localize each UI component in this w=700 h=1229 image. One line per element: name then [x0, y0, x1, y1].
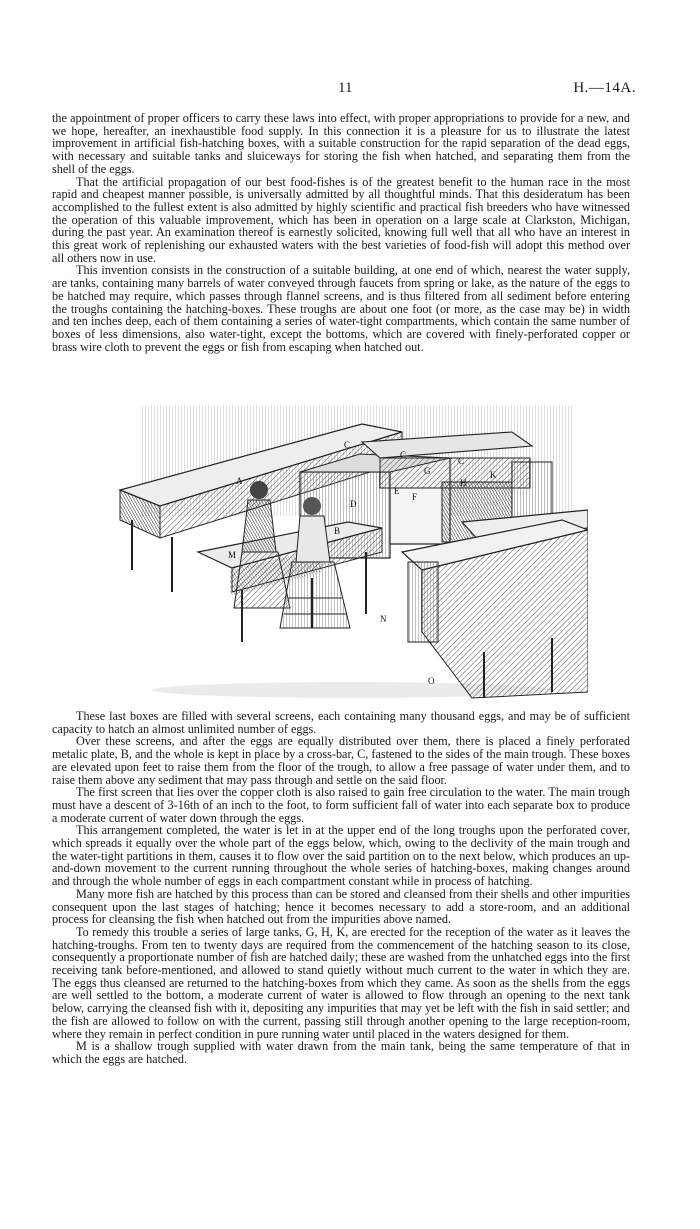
document-reference: H.—14A.: [573, 80, 636, 96]
paragraph: Over these screens, and after the eggs are equally distributed over them, there is placed a finely perforated metalic plate, B, and the whole is kept in place by a cross-bar, C, fastened to the sides of the main trough. These boxes are elevated upon feet to raise them from the floor of the trough, to allow a free passage of water under them, and to raise them above any sediment that may pass through and settle on the said floor.: [52, 734, 630, 787]
figure-label-d: D: [350, 499, 357, 509]
figure-label-c: C: [400, 450, 407, 460]
paragraph: M is a shallow trough supplied with water drawn from the main tank, being the same temperature of that in which the eggs are hatched.: [52, 1039, 630, 1066]
figure-label-n: N: [380, 614, 387, 624]
engraving-illustration: [112, 402, 588, 700]
figure-label-c: C: [344, 440, 351, 450]
body-text-bottom: [52, 710, 630, 1066]
figure-label-o: O: [428, 676, 435, 686]
paragraph: This arrangement completed, the water is let in at the upper end of the long troughs upon the perforated cover, which spreads it equally over the whole part of the eggs below, which, owing to the declivity of the main trough and the water-tight partitions in them, causes it to flow over the said partition on to the next below, which produces an up-and-down movement to the current running throughout the whole series of hatching-boxes, making changes around and through the whole number of eggs in each compartment constant while in process of hatching.: [52, 823, 630, 889]
paragraph: This invention consists in the construction of a suitable building, at one end of which, nearest the water supply, are tanks, containing many barrels of water conveyed through faucets from spring or lake, as the nature of the eggs to be hatched may require, which passes through flannel screens, and is thus filtered from all sediment before entering the troughs containing the hatching-boxes. These troughs are about one foot (or more, as the case may be) in width and ten inches deep, each of them containing a series of water-tight compartments, which contain the same number of boxes of less dimensions, also water-tight, except the bottoms, which are covered with finely-perforated copper or brass wire cloth to prevent the eggs or fish from escaping when hatched out.: [52, 263, 630, 354]
figure-label-h: H: [460, 478, 467, 488]
paragraph: The first screen that lies over the copper cloth is also raised to gain free circulation to the water. The main trough must have a descent of 3-16th of an inch to the foot, to form sufficient fall of water into each separate box to produce a moderate current of water down through the eggs.: [52, 785, 630, 825]
figure-label-a: A: [236, 476, 243, 486]
body-text-top: [52, 112, 630, 353]
figure-label-k: K: [490, 470, 497, 480]
figure-label-b: B: [334, 526, 341, 536]
paragraph: Many more fish are hatched by this process than can be stored and cleansed from their shells and other impurities consequent upon the last stages of hatching; hence it becomes necessary to add a store-room, and an additional process for cleansing the fish when hatched out from the impurities above named.: [52, 886, 630, 927]
hatching-apparatus-engraving: [112, 402, 588, 700]
figure-label-m: M: [228, 550, 237, 560]
figure-label-g: G: [424, 466, 431, 476]
paragraph: That the artificial propagation of our best food-fishes is of the greatest benefit to the human race in the most rapid and cheapest manner possible, is universally admitted by all thoughtful minds. That this desideratum has been accomplished to the fullest extent is also admitted by highly scientific and practical fish breeders who have witnessed the operation of this valuable improvement, which has been in operation on a large scale at Clarkston, Michigan, during the past year. An examination thereof is earnestly solicited, knowing full well that all who have an interest in this great work of replenishing our exhausted waters with the best varieties of food-fish will adopt this method over all others now in use.: [52, 174, 630, 265]
figure-label-c: C: [458, 456, 465, 466]
page-number: 11: [338, 80, 353, 96]
figure-label-f: F: [412, 492, 418, 502]
figure-label-e: E: [394, 486, 400, 496]
page-header: [0, 80, 700, 100]
paragraph: the appointment of proper officers to carry these laws into effect, with proper appropriations to provide for a new, and we hope, hereafter, an inexhaustible food supply. In this connection it is a pleasure for us to illustrate the latest improvement in artificial fish-hatching boxes, with a suitable construction for the rapid separation of the dead eggs, with necessary and suitable tanks and sluiceways for storing the fish when hatched, and separating them from the shell of the eggs.: [52, 111, 630, 176]
paragraph: These last boxes are filled with several screens, each containing many thousand eggs, and may be of sufficient capacity to hatch an almost unlimited number of eggs.: [52, 709, 630, 736]
paragraph: To remedy this trouble a series of large tanks, G, H, K, are erected for the reception of the water as it leaves the hatching-troughs. From ten to twenty days are required from the commencement of the hatching season to its close, consequently a proportionate number of fish are hatched daily; these are washed from the unhatched eggs into the first receiving tank before-mentioned, and allowed to stand quietly without much current to the water in which they are. The eggs thus cleansed are returned to the hatching-boxes from which they came. As soon as the shells from the eggs are well settled to the bottom, a moderate current of water is allowed to flow through an opening to the next tank below, carrying the cleansed fish with it, depositing any impurities that may yet be left with the fish in said settler; and the fish are allowed to follow on with the current, passing still through another opening to the large reception-room, where they remain in perfect condition in pure running water until placed in the waters designed for them.: [52, 924, 630, 1041]
